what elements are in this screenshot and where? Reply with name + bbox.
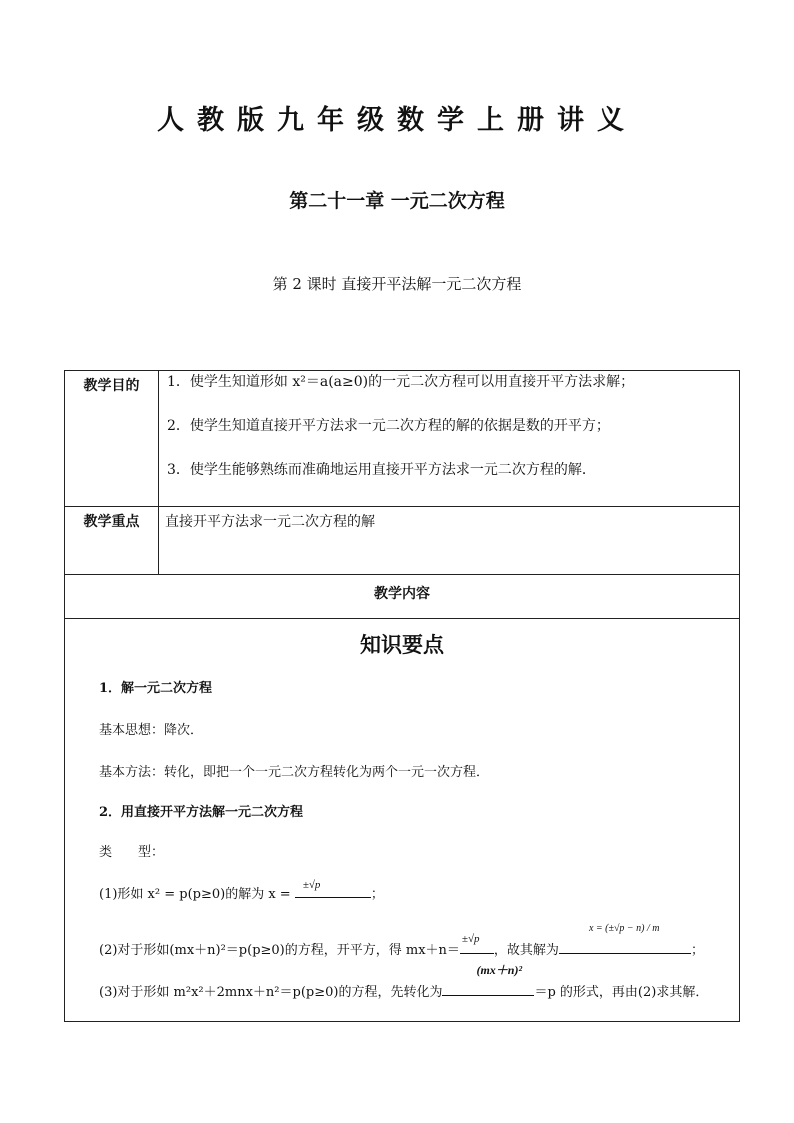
section1-title: 1．解一元二次方程 [99, 681, 213, 696]
type2-line [99, 923, 704, 958]
type1-line [99, 879, 384, 902]
type2-answer2: x = (±√p − n) / m [588, 923, 660, 934]
goals-label: 教学目的 [65, 371, 159, 507]
type3-blank [442, 963, 534, 996]
type3-line [99, 963, 709, 1000]
type2-answer1: ±√p [461, 933, 480, 945]
type2-blank2 [559, 923, 691, 954]
document-title: 人教版九年级数学上册讲义 [157, 105, 637, 136]
section1-idea: 基本思想：降次． [99, 723, 204, 738]
type1-blank [295, 879, 371, 898]
chapter-title: 第二十一章 一元二次方程 [289, 190, 505, 212]
focus-text: 直接开平方法求一元二次方程的解 [159, 507, 740, 575]
content-label: 教学内容 [65, 575, 740, 619]
type3-prefix: (3)对于形如 m²x²＋2mnx＋n²＝p(p≥0)的方程，先转化为 [99, 985, 443, 1000]
goal-item: 3．使学生能够熟练而准确地运用直接开平方法求一元二次方程的解． [167, 462, 596, 478]
type2-suffix: ； [690, 943, 704, 958]
knowledge-heading: 知识要点 [360, 632, 444, 657]
section2-types: 类 型： [99, 845, 165, 860]
type3-suffix: ＝p 的形式，再由(2)求其解． [534, 985, 709, 1000]
goal-item: 1．使学生知道形如 x²＝a(a≥0)的一元二次方程可以用直接开平方法求解； [167, 374, 635, 390]
type2-prefix: (2)对于形如(mx＋n)²＝p(p≥0)的方程，开平方，得 mx＋n＝ [99, 943, 460, 958]
focus-label: 教学重点 [65, 507, 159, 575]
knowledge-cell [65, 619, 740, 1022]
goal-item: 2．使学生知道直接开平方法求一元二次方程的解的依据是数的开平方； [167, 418, 610, 434]
type1-suffix: ； [370, 887, 384, 902]
type1-prefix: (1)形如 x² = p(p≥0)的解为 x = [99, 887, 295, 902]
type1-answer: ±√p [302, 879, 321, 891]
section1-method: 基本方法：转化，即把一个一元二次方程转化为两个一元一次方程． [99, 765, 490, 780]
goals-cell [159, 371, 740, 507]
type2-blank1 [460, 933, 494, 954]
type3-answer: (mx＋n)² [476, 963, 523, 977]
section2-title: 2．用直接开平方法解一元二次方程 [99, 805, 304, 820]
lesson-table [64, 370, 740, 1022]
type2-middle: ，故其解为 [493, 943, 559, 958]
lesson-title: 第 2 课时 直接开平法解一元二次方程 [272, 275, 522, 293]
